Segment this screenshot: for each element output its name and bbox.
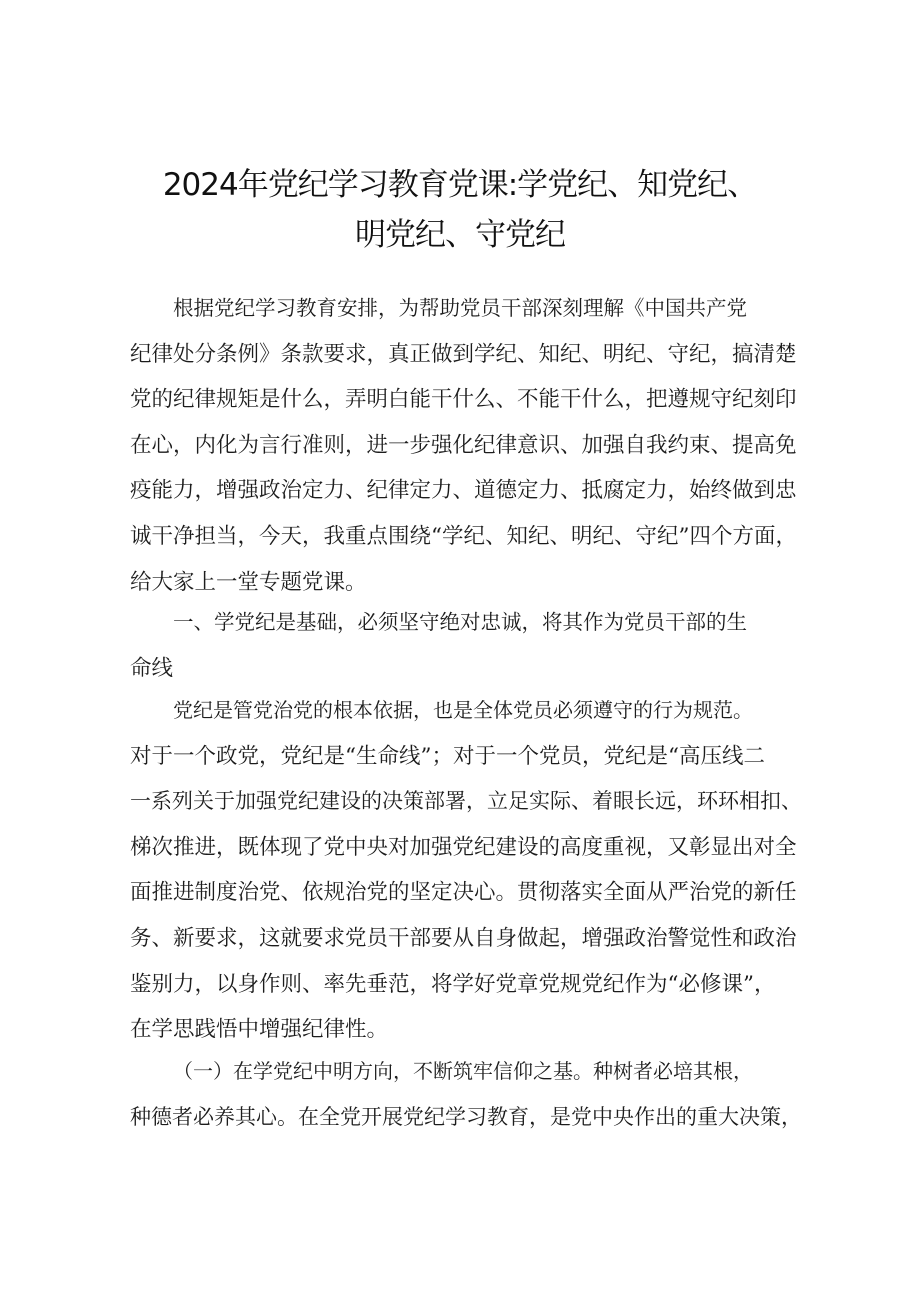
intro-paragraph [130,286,798,605]
text-line: 务、新要求，这就要求党员干部要从自身做起，增强政治警觉性和政治 [130,925,797,951]
title-line-1: 2024年党纪学习教育党课:学党纪、知党纪、 [162,167,758,203]
section-heading-1 [130,600,798,691]
document-title [100,160,820,260]
text-line: 对于一个政党，党纪是“生命线”；对于一个党员，党纪是“高压线二 [130,743,765,769]
text-line: 一系列关于加强党纪建设的决策部署，立足实际、着眼长远，环环相扣、 [130,789,802,814]
title-line-2: 明党纪、守党纪 [355,217,565,253]
text-line: 命线 [130,655,174,681]
text-line: 面推进制度治党、依规治党的坚定决心。贯彻落实全面从严治党的新任 [130,880,797,906]
text-line: 一、学党纪是基础，必须坚守绝对忠诚，将其作为党员干部的生 [173,610,747,634]
text-line: 鉴别力，以身作则、率先垂范，将学好党章党规党纪作为“必修课”， [130,971,776,997]
text-line: 诚干净担当，今天，我重点围绕“学纪、知纪、明纪、守纪”四个方面， [130,523,797,549]
text-line: 党纪是管党治党的根本依据，也是全体党员必须遵守的行为规范。 [173,698,753,722]
text-line: 在心，内化为言行准则，进一步强化纪律意识、加强自我约束、提高免 [130,432,797,458]
subsection-paragraph [130,1049,802,1140]
text-line: 纪律处分条例》条款要求，真正做到学纪、知纪、明纪、守纪，搞清楚 [130,341,797,367]
text-line: 疫能力，增强政治定力、纪律定力、道德定力、抵腐定力，始终做到忠 [130,478,797,504]
text-line: 给大家上一堂专题党课。 [130,569,367,595]
body-paragraph [130,688,802,1053]
text-line: （一）在学党纪中明方向，不断筑牢信仰之基。种树者必培其根， [173,1059,753,1083]
text-line: 在学思践悟中增强纪律性。 [130,1017,389,1043]
text-line: 党的纪律规矩是什么，弄明白能干什么、不能干什么，把遵规守纪刻印 [130,387,797,413]
text-line: 种德者必养其心。在全党开展党纪学习教育，是党中央作出的重大决策， [130,1104,802,1129]
text-line: 梯次推进，既体现了党中央对加强党纪建设的高度重视，又彰显出对全 [130,834,797,860]
text-line: 根据党纪学习教育安排，为帮助党员干部深刻理解《中国共产党 [173,296,747,320]
